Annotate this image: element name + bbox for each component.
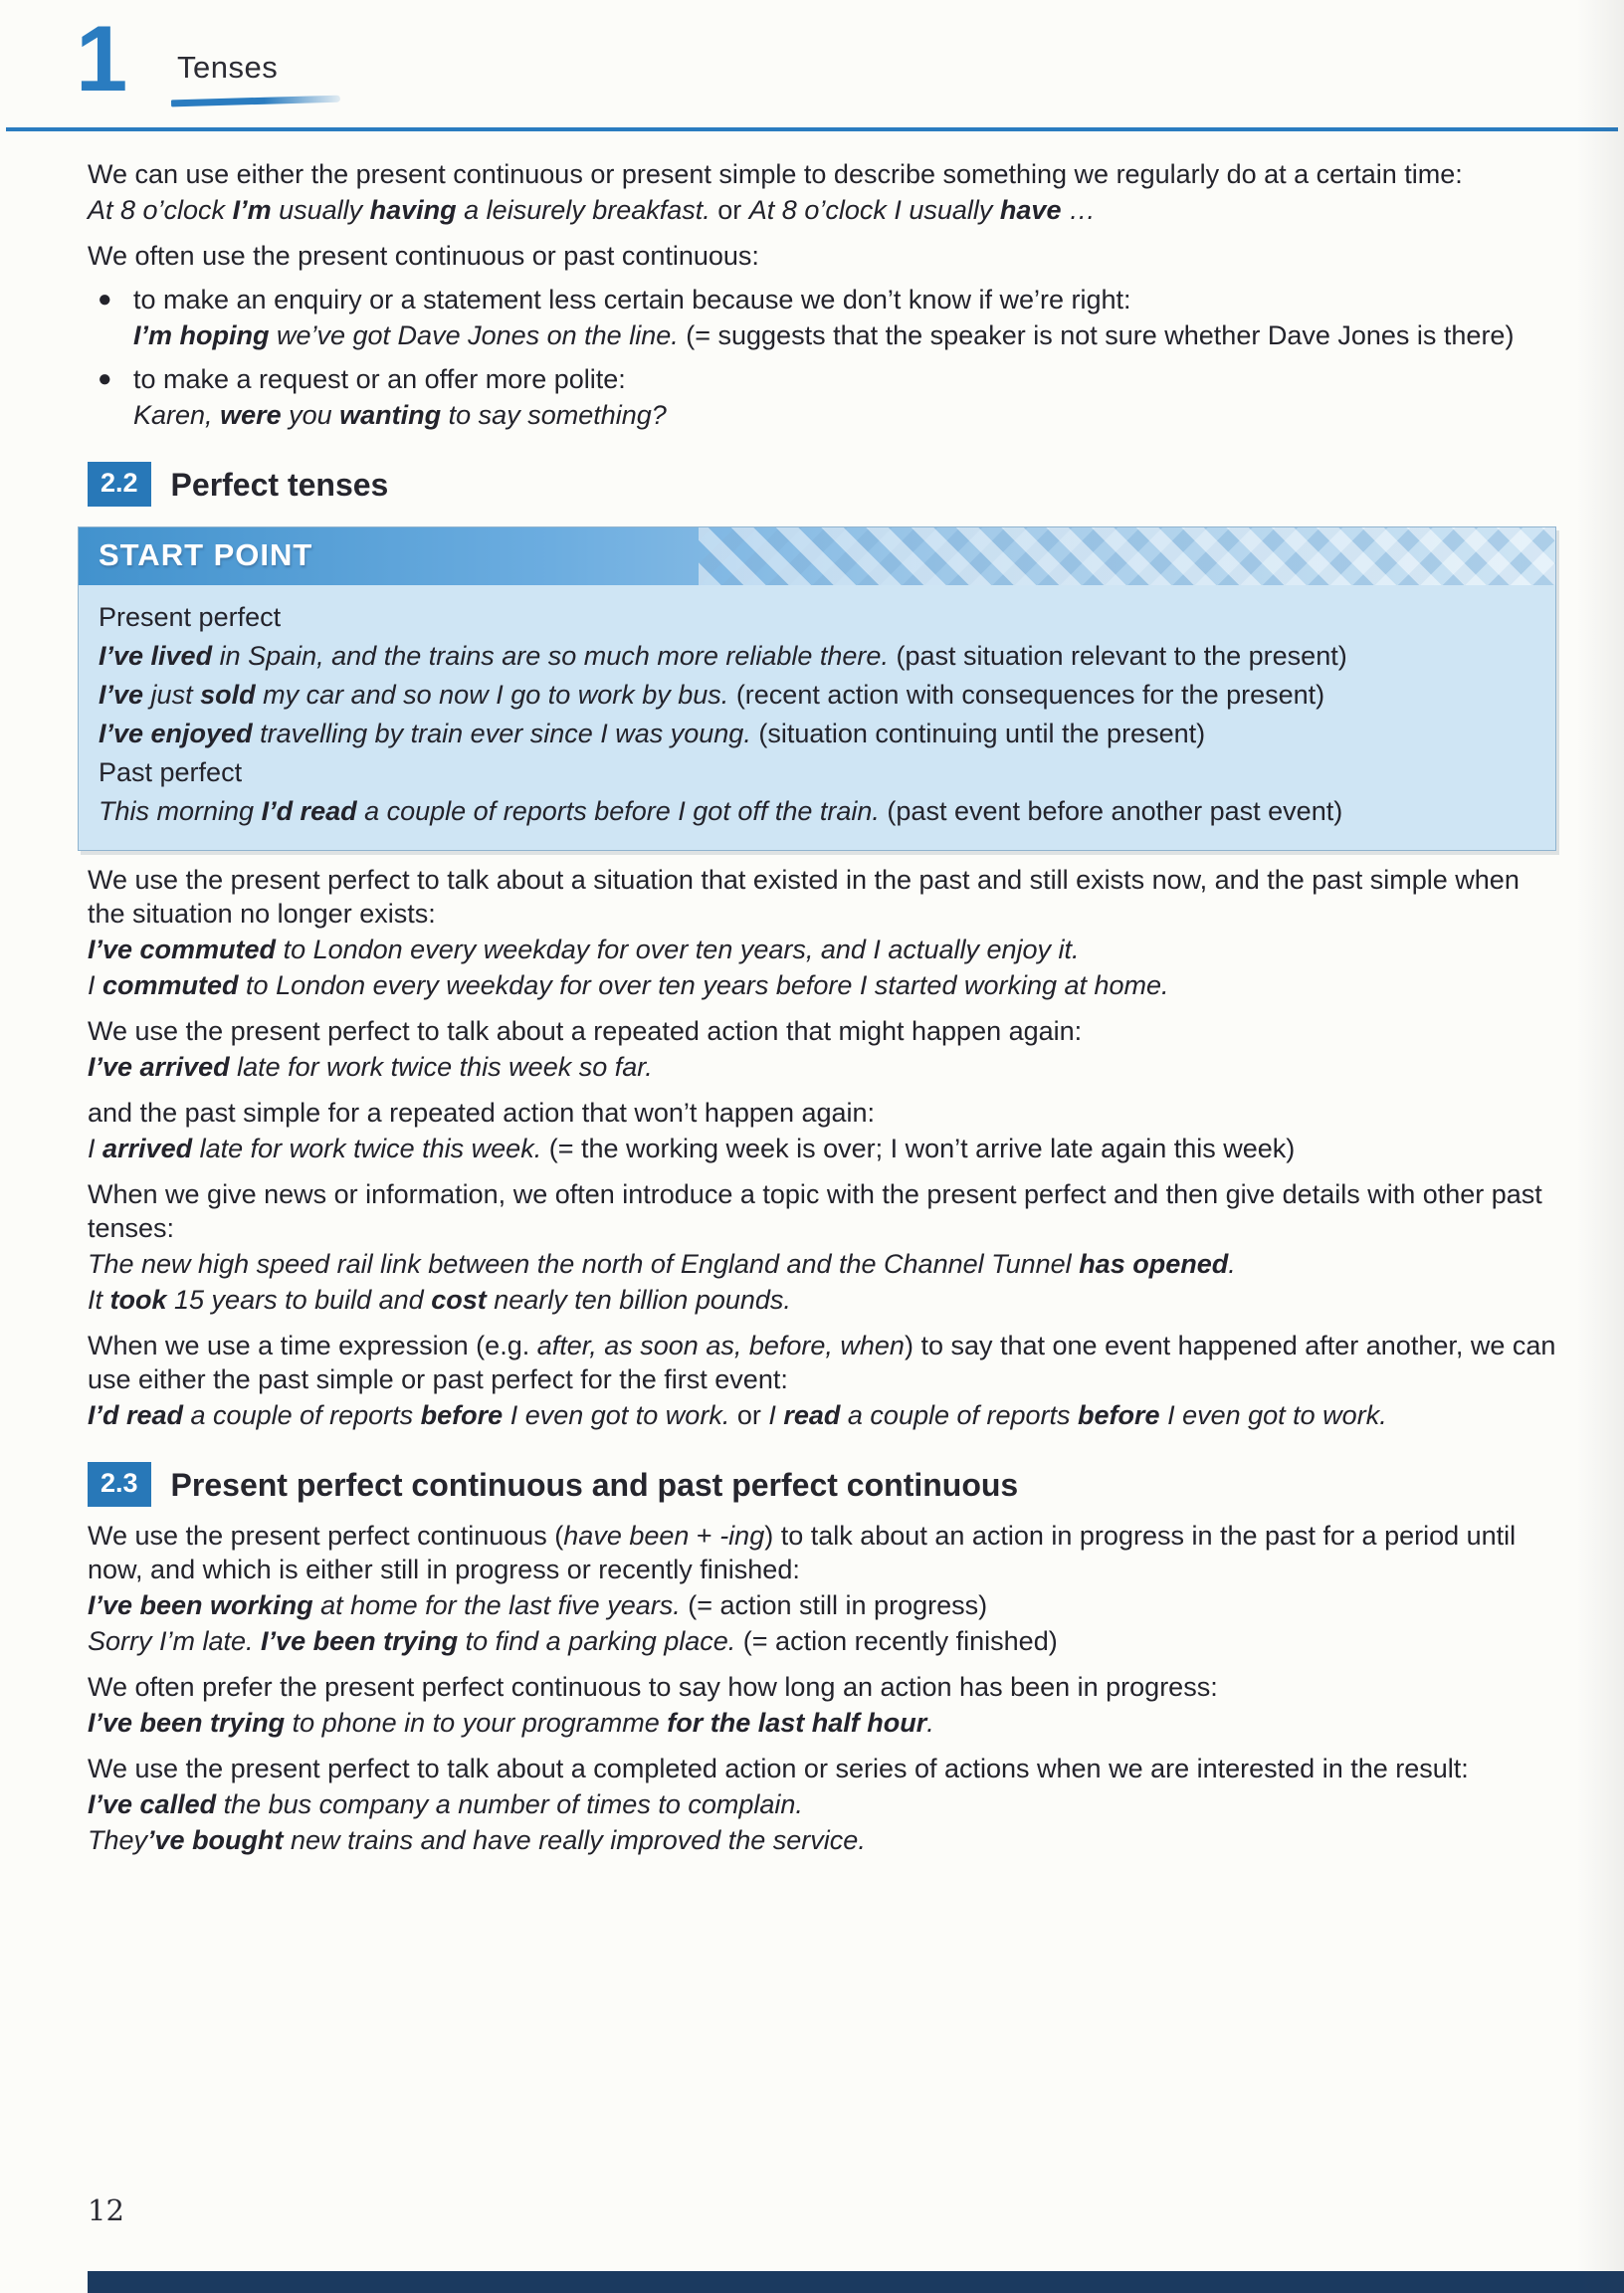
- bullet-icon: ●: [98, 365, 112, 392]
- paragraph: When we give news or information, we often introduce a topic with the present perfect and then give details with other past tenses:: [88, 1179, 1542, 1243]
- section-title: Perfect tenses: [170, 466, 389, 503]
- example-line: I’ve called the bus company a number of times to complain.: [88, 1789, 803, 1819]
- bullet-2-text: to make a request or an offer more polite:: [133, 364, 626, 394]
- paragraph: and the past simple for a repeated action that won’t happen again:: [88, 1098, 876, 1128]
- bullet-item-1: [88, 283, 1560, 352]
- example-line: I arrived late for work twice this week. (= the working week is over; I won’t arrive late again this week): [88, 1134, 1296, 1163]
- checkerboard-pattern: [699, 527, 1555, 585]
- paragraph: We often prefer the present perfect continuous to say how long an action has been in progress:: [88, 1672, 1218, 1702]
- startpoint-line: This morning I’d read a couple of reports before I got off the train. (past event before another past event): [99, 796, 1343, 826]
- section-heading-2-3: [88, 1462, 1560, 1507]
- example-line: I’ve been working at home for the last five years. (= action still in progress): [88, 1590, 988, 1620]
- startpoint-line: Past perfect: [99, 757, 243, 787]
- section-number-badge: 2.2: [88, 462, 151, 507]
- paragraph: We use the present perfect to talk about a situation that existed in the past and still exists now, and the past simple when the situation no longer exists:: [88, 865, 1520, 929]
- paragraph: We use the present perfect continuous (have been + -ing) to talk about an action in progress in the past for a period until now, and which is either still in progress or recently finished:: [88, 1521, 1517, 1584]
- section-heading-2-2: [88, 462, 1560, 507]
- title-underline-swoosh: [171, 96, 340, 107]
- bullet-1-text: to make an enquiry or a statement less certain because we don’t know if we’re right:: [133, 285, 1131, 314]
- start-point-body: [79, 585, 1555, 850]
- example-line: I’ve arrived late for work twice this week so far.: [88, 1052, 653, 1082]
- paragraph: We use the present perfect to talk about a completed action or series of actions when we are interested in the result:: [88, 1754, 1469, 1783]
- intro-example-1: At 8 o’clock I’m usually having a leisurely breakfast. or At 8 o’clock I usually have …: [88, 195, 1096, 225]
- startpoint-line: I’ve just sold my car and so now I go to work by bus. (recent action with consequences for the present): [99, 680, 1325, 710]
- start-point-label: START POINT: [99, 537, 313, 572]
- example-line: The new high speed rail link between the north of England and the Channel Tunnel has opened.: [88, 1249, 1236, 1279]
- bullet-2-example: Karen, were you wanting to say something?: [133, 400, 667, 430]
- intro-paragraph-1: We can use either the present continuous or present simple to describe something we regularly do at a certain time:: [88, 159, 1463, 189]
- section-title: Present perfect continuous and past perfect continuous: [170, 1466, 1019, 1503]
- section-number-badge: 2.3: [88, 1462, 151, 1507]
- example-line: I commuted to London every weekday for over ten years before I started working at home.: [88, 970, 1169, 1000]
- intro-paragraph-2: We often use the present continuous or past continuous:: [88, 241, 759, 271]
- paragraph: We use the present perfect to talk about a repeated action that might happen again:: [88, 1016, 1083, 1046]
- example-line: It took 15 years to build and cost nearly ten billion pounds.: [88, 1285, 791, 1315]
- example-line: Sorry I’m late. I’ve been trying to find a parking place. (= action recently finished): [88, 1626, 1058, 1656]
- bullet-body: [133, 362, 1560, 432]
- chapter-title: Tenses: [177, 50, 279, 85]
- example-line: I’ve commuted to London every weekday for over ten years, and I actually enjoy it.: [88, 935, 1080, 964]
- bullet-icon: ●: [98, 286, 112, 313]
- startpoint-line: I’ve lived in Spain, and the trains are so much more reliable there. (past situation relevant to the present): [99, 641, 1347, 671]
- example-line: I’d read a couple of reports before I even got to work. or I read a couple of reports before I even got to work.: [88, 1400, 1387, 1430]
- page-number: 12: [88, 2193, 124, 2227]
- bullet-1-example: I’m hoping we’ve got Dave Jones on the line. (= suggests that the speaker is not sure whether Dave Jones is there): [133, 320, 1515, 350]
- chapter-number: 1: [76, 6, 128, 110]
- example-line: I’ve been trying to phone in to your programme for the last half hour.: [88, 1708, 934, 1738]
- footer-bar: [88, 2271, 1624, 2293]
- startpoint-line: I’ve enjoyed travelling by train ever since I was young. (situation continuing until the present): [99, 719, 1206, 748]
- bullet-body: [133, 283, 1560, 352]
- start-point-box: [78, 526, 1556, 851]
- header-divider-rule: [6, 127, 1618, 131]
- page-content: [0, 149, 1624, 1857]
- bullet-item-2: [88, 362, 1560, 432]
- start-point-header: [79, 527, 1555, 585]
- paragraph: When we use a time expression (e.g. after, as soon as, before, when) to say that one event happened after another, we can use either the past simple or past perfect for the first event:: [88, 1331, 1556, 1394]
- startpoint-line: Present perfect: [99, 602, 282, 632]
- example-line: They’ve bought new trains and have really improved the service.: [88, 1825, 866, 1855]
